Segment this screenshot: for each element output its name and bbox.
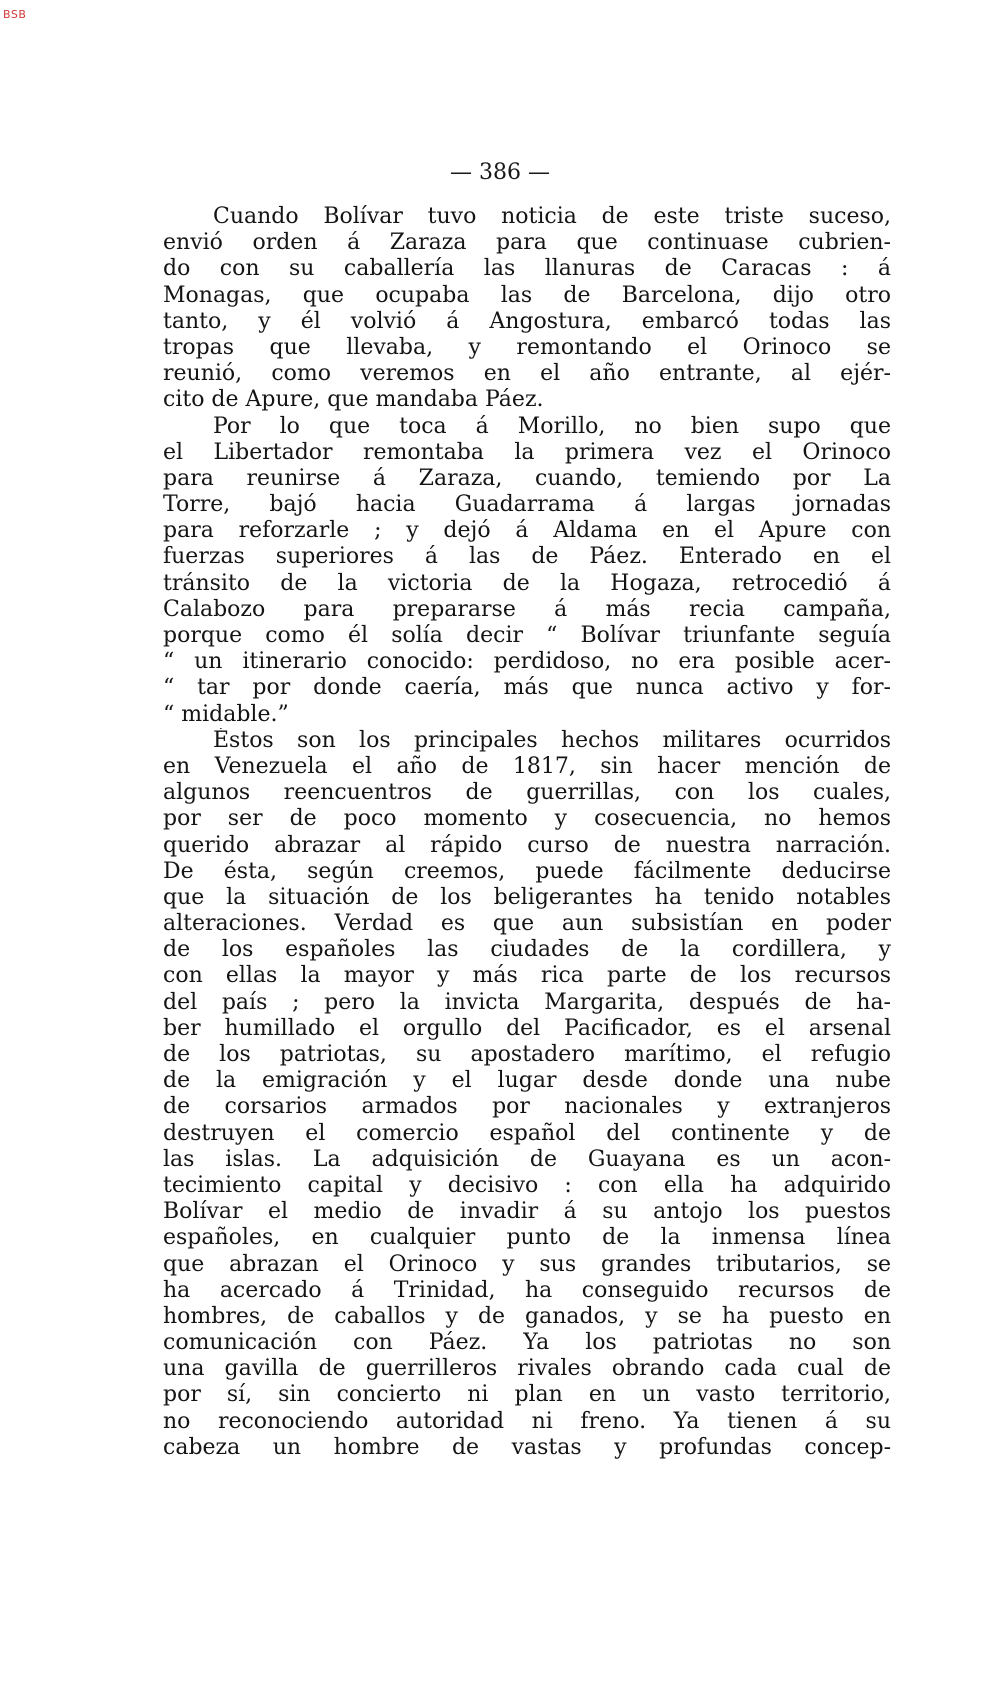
text-line: envió orden á Zaraza para que continuase cubrien- [163,230,891,256]
text-line: para reunirse á Zaraza, cuando, temiendo por La [163,465,891,491]
text-line: porque como él solía decir “ Bolívar triunfante seguía [163,623,891,648]
text-line: alteraciones. Verdad es que aun subsistían en poder [163,911,891,937]
text-line: ha acercado á Trinidad, ha conseguido recursos de [163,1277,891,1303]
text-line: por ser de poco momento y cosecuencia, no hemos [163,806,891,832]
page-number: — 386 — [450,160,550,185]
text-line: ber humillado el orgullo del Pacificador, es el arsenal [163,1015,891,1041]
text-line: fuerzas superiores á las de Páez. Enterado en el [163,544,891,570]
text-line: Bolívar el medio de invadir á su antojo los puestos [163,1199,891,1225]
text-line: Monagas, que ocupaba las de Barcelona, dijo otro [163,282,891,308]
text-line: el Libertador remontaba la primera vez el Orinoco [163,439,891,465]
text-line: Calabozo para prepararse á más recia campaña, [163,596,891,622]
text-line: querido abrazar al rápido curso de nuestra narración. [163,832,891,858]
text-line: de corsarios armados por nacionales y extranjeros [163,1094,891,1120]
text-line: cito de Apure, que mandaba Páez. [163,387,544,413]
text-line: Torre, bajó hacia Guadarrama á largas jornadas [163,492,891,518]
text-line: tecimiento capital y decisivo : con ella ha adquirido [163,1172,891,1198]
text-line: comunicación con Páez. Ya los patriotas no son [163,1330,891,1356]
text-line: algunos reencuentros de guerrillas, con los cuales, [163,780,891,806]
text-line: Cuando Bolívar tuvo noticia de este triste suceso, [213,204,891,229]
body-text [163,204,891,1461]
text-line: tropas que llevaba, y remontando el Orinoco se [163,334,891,360]
text-line: que abrazan el Orinoco y sus grandes tributarios, se [163,1251,891,1277]
text-line: para reforzarle ; y dejó á Aldama en el Apure con [163,518,891,544]
text-line: del país ; pero la invicta Margarita, después de ha- [163,989,891,1015]
text-line: no reconociendo autoridad ni freno. Ya tienen á su [163,1408,891,1434]
text-line: “ midable.” [163,701,289,727]
text-line: las islas. La adquisición de Guayana es un acon- [163,1146,891,1172]
text-line: destruyen el comercio español del continente y de [163,1120,891,1146]
text-line: españoles, en cualquier punto de la inmensa línea [163,1225,891,1251]
text-line: en Venezuela el año de 1817, sin hacer mención de [163,753,891,779]
text-line: hombres, de caballos y de ganados, y se ha puesto en [163,1303,891,1329]
text-line: que la situación de los beligerantes ha tenido notables [163,884,891,910]
text-line: de los españoles las ciudades de la cordillera, y [163,937,891,963]
library-watermark: BSB [3,8,27,21]
text-line: “ tar por donde caería, más que nunca activo y for- [163,675,891,701]
text-line: por sí, sin concierto ni plan en un vasto territorio, [163,1382,891,1408]
text-line: Por lo que toca á Morillo, no bien supo que [213,413,891,439]
text-line: tránsito de la victoria de la Hogaza, retrocedió á [163,570,891,596]
text-line: Éstos son los principales hechos militares ocurridos [213,727,891,753]
text-line: una gavilla de guerrilleros rivales obrando cada cual de [163,1356,891,1382]
text-line: de la emigración y el lugar desde donde una nube [163,1068,891,1094]
text-line: reunió, como veremos en el año entrante, al ejér- [163,361,891,387]
text-line: De ésta, según creemos, puede fácilmente deducirse [163,858,891,884]
text-line: do con su caballería las llanuras de Caracas : á [163,256,891,282]
text-line: tanto, y él volvió á Angostura, embarcó todas las [163,308,891,334]
text-line: con ellas la mayor y más rica parte de los recursos [163,963,891,989]
text-line: “ un itinerario conocido: perdidoso, no era posible acer- [163,649,891,675]
text-line: cabeza un hombre de vastas y profundas concep- [163,1434,891,1460]
text-line: de los patriotas, su apostadero marítimo, el refugio [163,1042,891,1067]
